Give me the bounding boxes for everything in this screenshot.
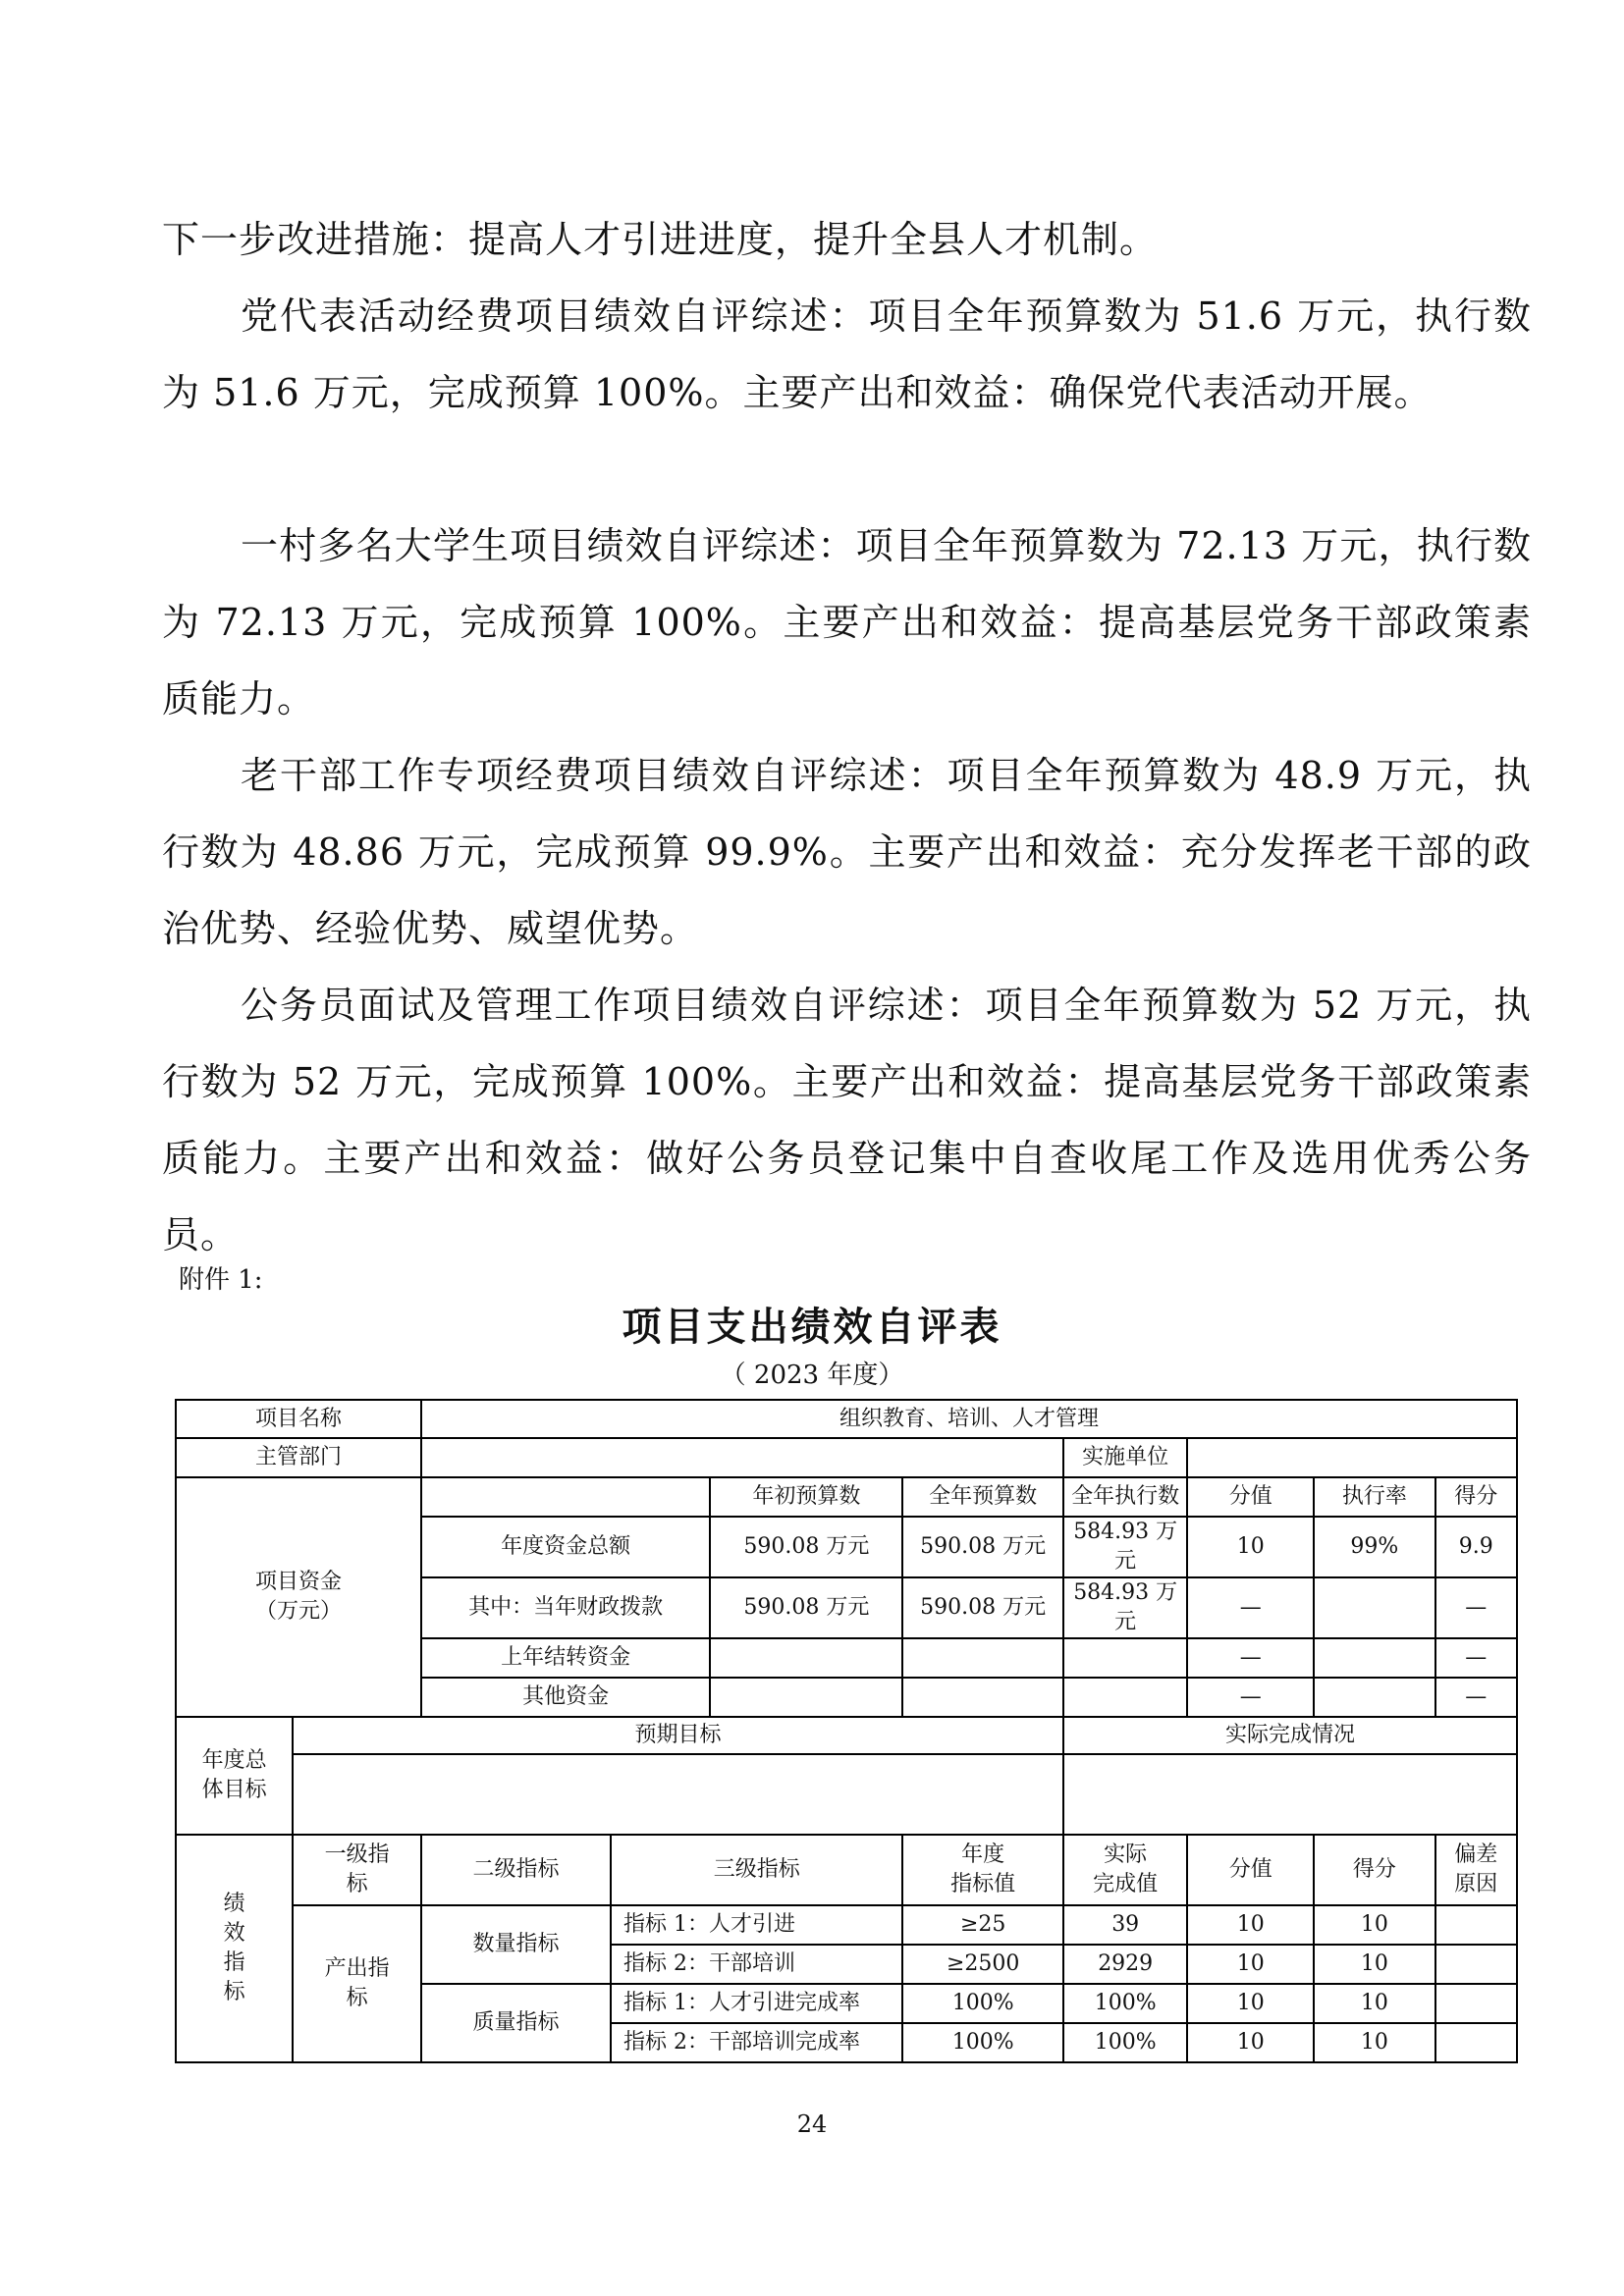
table-row	[176, 1754, 1517, 1835]
paragraph-party-rep: 党代表活动经费项目绩效自评综述：项目全年预算数为 51.6 万元，执行数为 51.6 万元，完成预算 100%。主要产出和效益：确保党代表活动开展。	[162, 294, 1532, 414]
target-header	[902, 1835, 1062, 1905]
score-cell: 10	[1314, 2023, 1435, 2062]
dept-value	[421, 1438, 1063, 1477]
output-indicator-line2: 标	[346, 1986, 368, 2010]
funds-cell: 10	[1187, 1517, 1314, 1577]
score-value-cell: 10	[1187, 2023, 1314, 2062]
deviation-cell	[1435, 2023, 1517, 2062]
table-title: 项目支出绩效自评表	[622, 1305, 1002, 1350]
deviation-cell	[1435, 1945, 1517, 1984]
actual-cell: 100%	[1063, 1984, 1188, 2023]
expected-goal-value	[293, 1754, 1063, 1835]
page-number: 24	[796, 2110, 828, 2138]
funds-cell	[1314, 1577, 1435, 1638]
deviation-header-line1: 偏差	[1454, 1842, 1498, 1867]
indicator-cell: 指标 1：人才引进完成率	[611, 1984, 902, 2023]
actual-completion-value	[1063, 1754, 1517, 1835]
paragraph-veteran-cadre: 老干部工作专项经费项目绩效自评综述：项目全年预算数为 48.9 万元，执行数为 48.86 万元，完成预算 99.9%。主要产出和效益：充分发挥老干部的政治优势、经验优势、威望优势。	[162, 754, 1532, 950]
funds-header: 得分	[1435, 1477, 1517, 1517]
level1-header-line2: 标	[346, 1872, 368, 1896]
funds-header: 执行率	[1314, 1477, 1435, 1517]
funds-cell: 590.08 万元	[902, 1577, 1062, 1638]
actual-header	[1063, 1835, 1188, 1905]
table-row	[176, 1477, 1517, 1517]
funds-cell	[902, 1638, 1062, 1678]
impl-unit-label: 实施单位	[1063, 1438, 1188, 1477]
annual-goal-label-line2: 体目标	[201, 1778, 267, 1802]
target-cell: 100%	[902, 1984, 1062, 2023]
target-header-line2: 指标值	[950, 1872, 1016, 1896]
deviation-header-line2: 原因	[1454, 1872, 1498, 1896]
funds-cell: —	[1435, 1638, 1517, 1678]
funds-cell: 590.08 万元	[710, 1517, 902, 1577]
paragraph-village-students: 一村多名大学生项目绩效自评综述：项目全年预算数为 72.13 万元，执行数为 72.13 万元，完成预算 100%。主要产出和效益：提高基层党务干部政策素质能力。	[162, 524, 1532, 721]
table-row	[176, 1905, 1517, 1945]
output-indicator-line1: 产出指	[324, 1956, 390, 1981]
funds-cell: 9.9	[1435, 1517, 1517, 1577]
score-value-header: 分值	[1187, 1835, 1314, 1905]
funds-header: 分值	[1187, 1477, 1314, 1517]
target-header-line1: 年度	[961, 1842, 1005, 1867]
funds-cell: 99%	[1314, 1517, 1435, 1577]
funds-cell: —	[1435, 1678, 1517, 1717]
perf-label-char: 指	[223, 1950, 245, 1975]
funds-row-label: 年度资金总额	[421, 1517, 710, 1577]
funds-cell: 584.93 万元	[1063, 1517, 1188, 1577]
paragraph-civil-servant: 公务员面试及管理工作项目绩效自评综述：项目全年预算数为 52 万元，执行数为 52 万元，完成预算 100%。主要产出和效益：提高基层党务干部政策素质能力。主要产出和效益：做好公务员登记集中自查收尾工作及选用优秀公务员。	[162, 984, 1532, 1256]
level2-header: 二级指标	[421, 1835, 611, 1905]
funds-cell	[710, 1638, 902, 1678]
funds-cell: —	[1187, 1638, 1314, 1678]
deviation-cell	[1435, 1905, 1517, 1945]
performance-table	[175, 1399, 1518, 2063]
target-cell: ≥25	[902, 1905, 1062, 1945]
table-row	[176, 1400, 1517, 1438]
target-cell: 100%	[902, 2023, 1062, 2062]
deviation-cell	[1435, 1984, 1517, 2023]
funds-cell: 590.08 万元	[902, 1517, 1062, 1577]
funds-header: 全年执行数	[1063, 1477, 1188, 1517]
actual-cell: 39	[1063, 1905, 1188, 1945]
funds-cell	[902, 1678, 1062, 1717]
actual-completion-label: 实际完成情况	[1063, 1717, 1517, 1754]
performance-indicator-label	[176, 1835, 293, 2062]
actual-cell: 2929	[1063, 1945, 1188, 1984]
funds-cell: —	[1187, 1577, 1314, 1638]
annual-goal-label-line1: 年度总	[201, 1748, 267, 1773]
table-row	[176, 1835, 1517, 1905]
funds-cell	[1314, 1678, 1435, 1717]
perf-label-char: 标	[223, 1980, 245, 2004]
funds-cell: —	[1435, 1577, 1517, 1638]
indicator-cell: 指标 2：干部培训完成率	[611, 2023, 902, 2062]
score-value-cell: 10	[1187, 1984, 1314, 2023]
indicator-cell: 指标 1：人才引进	[611, 1905, 902, 1945]
score-cell: 10	[1314, 1905, 1435, 1945]
funds-header: 年初预算数	[710, 1477, 902, 1517]
target-cell: ≥2500	[902, 1945, 1062, 1984]
score-cell: 10	[1314, 1984, 1435, 2023]
quantity-indicator-label: 数量指标	[421, 1905, 611, 1984]
funds-label-line2: （万元）	[254, 1599, 342, 1624]
level3-header: 三级指标	[611, 1835, 902, 1905]
impl-unit-value	[1187, 1438, 1517, 1477]
deviation-header	[1435, 1835, 1517, 1905]
table-subtitle: （ 2023 年度）	[720, 1361, 904, 1390]
table-row	[176, 1438, 1517, 1477]
score-cell: 10	[1314, 1945, 1435, 1984]
annual-goal-label	[176, 1717, 293, 1835]
project-name-label: 项目名称	[176, 1400, 421, 1438]
perf-label-char: 效	[223, 1921, 245, 1946]
actual-header-line1: 实际	[1104, 1842, 1148, 1867]
score-header: 得分	[1314, 1835, 1435, 1905]
perf-label-char: 绩	[223, 1892, 245, 1916]
funds-label	[176, 1477, 421, 1717]
funds-cell	[1063, 1638, 1188, 1678]
funds-label-line1: 项目资金	[254, 1570, 342, 1594]
funds-cell	[1063, 1678, 1188, 1717]
paragraph-improvement: 下一步改进措施：提高人才引进进度，提升全县人才机制。	[162, 218, 1159, 261]
funds-corner	[421, 1477, 710, 1517]
actual-header-line2: 完成值	[1093, 1872, 1159, 1896]
funds-header: 全年预算数	[902, 1477, 1062, 1517]
funds-row-label: 其他资金	[421, 1678, 710, 1717]
dept-label: 主管部门	[176, 1438, 421, 1477]
actual-cell: 100%	[1063, 2023, 1188, 2062]
table-row	[176, 1717, 1517, 1754]
funds-row-label: 上年结转资金	[421, 1638, 710, 1678]
output-indicator-label	[293, 1905, 421, 2062]
project-name-value: 组织教育、培训、人才管理	[421, 1400, 1517, 1438]
funds-cell: 590.08 万元	[710, 1577, 902, 1638]
indicator-cell: 指标 2：干部培训	[611, 1945, 902, 1984]
funds-row-label: 其中：当年财政拨款	[421, 1577, 710, 1638]
score-value-cell: 10	[1187, 1905, 1314, 1945]
level1-header	[293, 1835, 421, 1905]
attachment-label: 附件 1:	[179, 1265, 263, 1295]
expected-goal-label: 预期目标	[293, 1717, 1063, 1754]
funds-cell	[1314, 1638, 1435, 1678]
score-value-cell: 10	[1187, 1945, 1314, 1984]
level1-header-line1: 一级指	[324, 1842, 390, 1867]
funds-cell: —	[1187, 1678, 1314, 1717]
quality-indicator-label: 质量指标	[421, 1984, 611, 2062]
funds-cell	[710, 1678, 902, 1717]
funds-cell: 584.93 万元	[1063, 1577, 1188, 1638]
